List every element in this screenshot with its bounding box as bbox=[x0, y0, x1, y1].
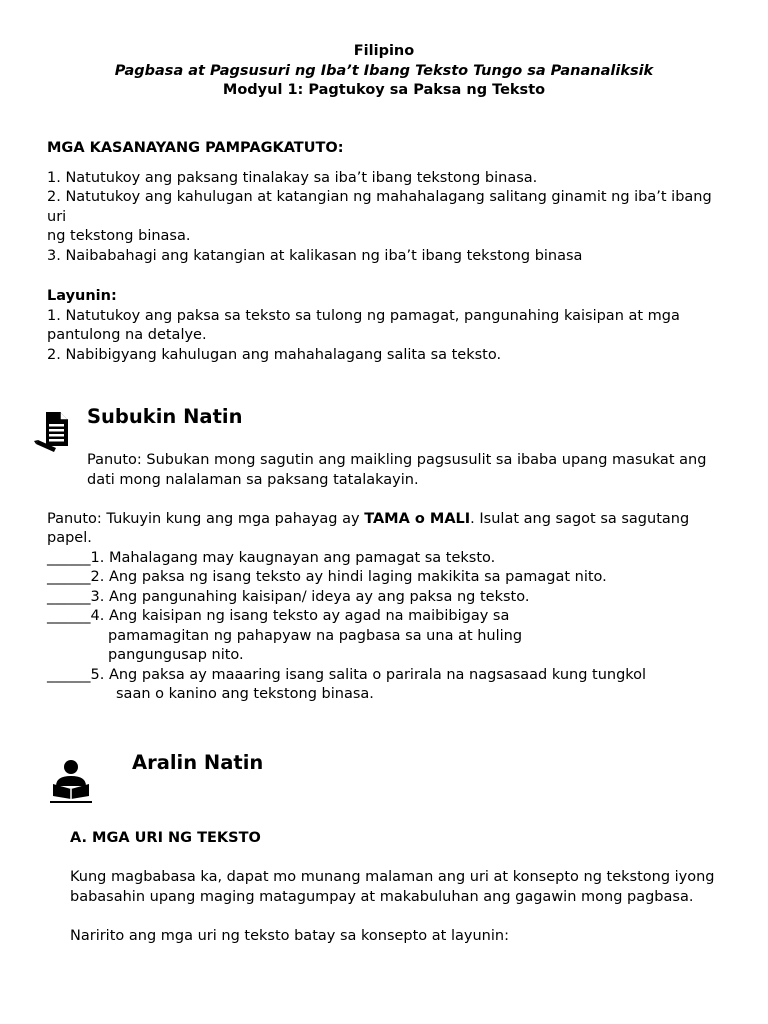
subukin-section bbox=[47, 451, 727, 705]
question-3: ______3. Ang pangunahing kaisipan/ ideya ay ang paksa ng teksto. bbox=[47, 588, 530, 605]
course-title: Pagbasa at Pagsusuri ng Iba’t Ibang Teksto Tungo sa Pananaliksik bbox=[114, 62, 654, 79]
objective-item-2: 2. Nabibigyang kahulugan ang mahahalagang salita sa teksto. bbox=[47, 346, 502, 363]
aralin-subheading: A. MGA URI NG TEKSTO bbox=[70, 830, 261, 846]
subukin-directions-1: Panuto: Subukan mong sagutin ang maikling pagsusulit sa ibaba upang masukat ang dati mong nalalaman sa paksang tatalakayin. bbox=[87, 452, 707, 488]
aralin-paragraph-1: Kung magbabasa ka, dapat mo munang malaman ang uri at konsepto ng tekstong iyong babasahin upang maging matagumpay at makabuluhan ang gagawin mong pagbasa. bbox=[70, 869, 715, 905]
subukin-title: Subukin Natin bbox=[87, 405, 243, 428]
question-2: ______2. Ang paksa ng isang teksto ay hindi laging makikita sa pamagat nito. bbox=[47, 569, 607, 585]
competencies-section bbox=[47, 139, 727, 266]
objectives-section bbox=[47, 287, 727, 365]
question-1: ______1. Mahalagang may kaugnayan ang pamagat sa teksto. bbox=[47, 549, 496, 566]
competency-item-2: 2. Natutukoy ang kahulugan at katangian ng mahahalagang salitang ginamit ng iba’t ibang uri bbox=[47, 189, 712, 225]
question-4-line-3: pangungusap nito. bbox=[108, 647, 244, 663]
competency-item-1: 1. Natutukoy ang paksang tinalakay sa iba’t ibang tekstong binasa. bbox=[47, 169, 538, 186]
subukin-directions-2: Panuto: Tukuyin kung ang mga pahayag ay TAMA o MALI. Isulat ang sagot sa sagutang papel. bbox=[47, 510, 690, 546]
tama-o-mali: TAMA o MALI bbox=[364, 510, 471, 527]
module-title: Modyul 1: Pagtukoy sa Paksa ng Teksto bbox=[222, 82, 546, 98]
objective-item-1: 1. Natutukoy ang paksa sa teksto sa tulong ng pamagat, pangunahing kaisipan at mga pantulong na detalye. bbox=[47, 307, 680, 343]
aralin-title: Aralin Natin bbox=[132, 751, 264, 774]
question-4-line-2: pamamagitan ng pahapyaw na pagbasa sa una at huling bbox=[108, 627, 523, 644]
question-4: ______4. Ang kaisipan ng isang teksto ay agad na maibibigay sa bbox=[47, 608, 510, 624]
aralin-section bbox=[70, 829, 730, 946]
subject-title: Filipino bbox=[353, 43, 415, 59]
person-reading-icon bbox=[48, 758, 94, 804]
question-5-line-2: saan o kanino ang tekstong binasa. bbox=[116, 686, 374, 702]
aralin-paragraph-2: Naririto ang mga uri ng teksto batay sa konsepto at layunin: bbox=[70, 927, 509, 944]
question-5: ______5. Ang paksa ay maaaring isang salita o parirala na nagsasaad kung tungkol bbox=[47, 666, 647, 683]
competencies-heading: MGA KASANAYANG PAMPAGKATUTO: bbox=[47, 140, 344, 156]
competency-item-3: 3. Naibabahagi ang katangian at kalikasan ng iba’t ibang tekstong binasa bbox=[47, 247, 583, 264]
document-header bbox=[0, 42, 768, 101]
competency-item-2-continued: ng tekstong binasa. bbox=[47, 228, 191, 244]
document-pencil-icon bbox=[34, 410, 74, 452]
objectives-heading: Layunin: bbox=[47, 288, 117, 304]
